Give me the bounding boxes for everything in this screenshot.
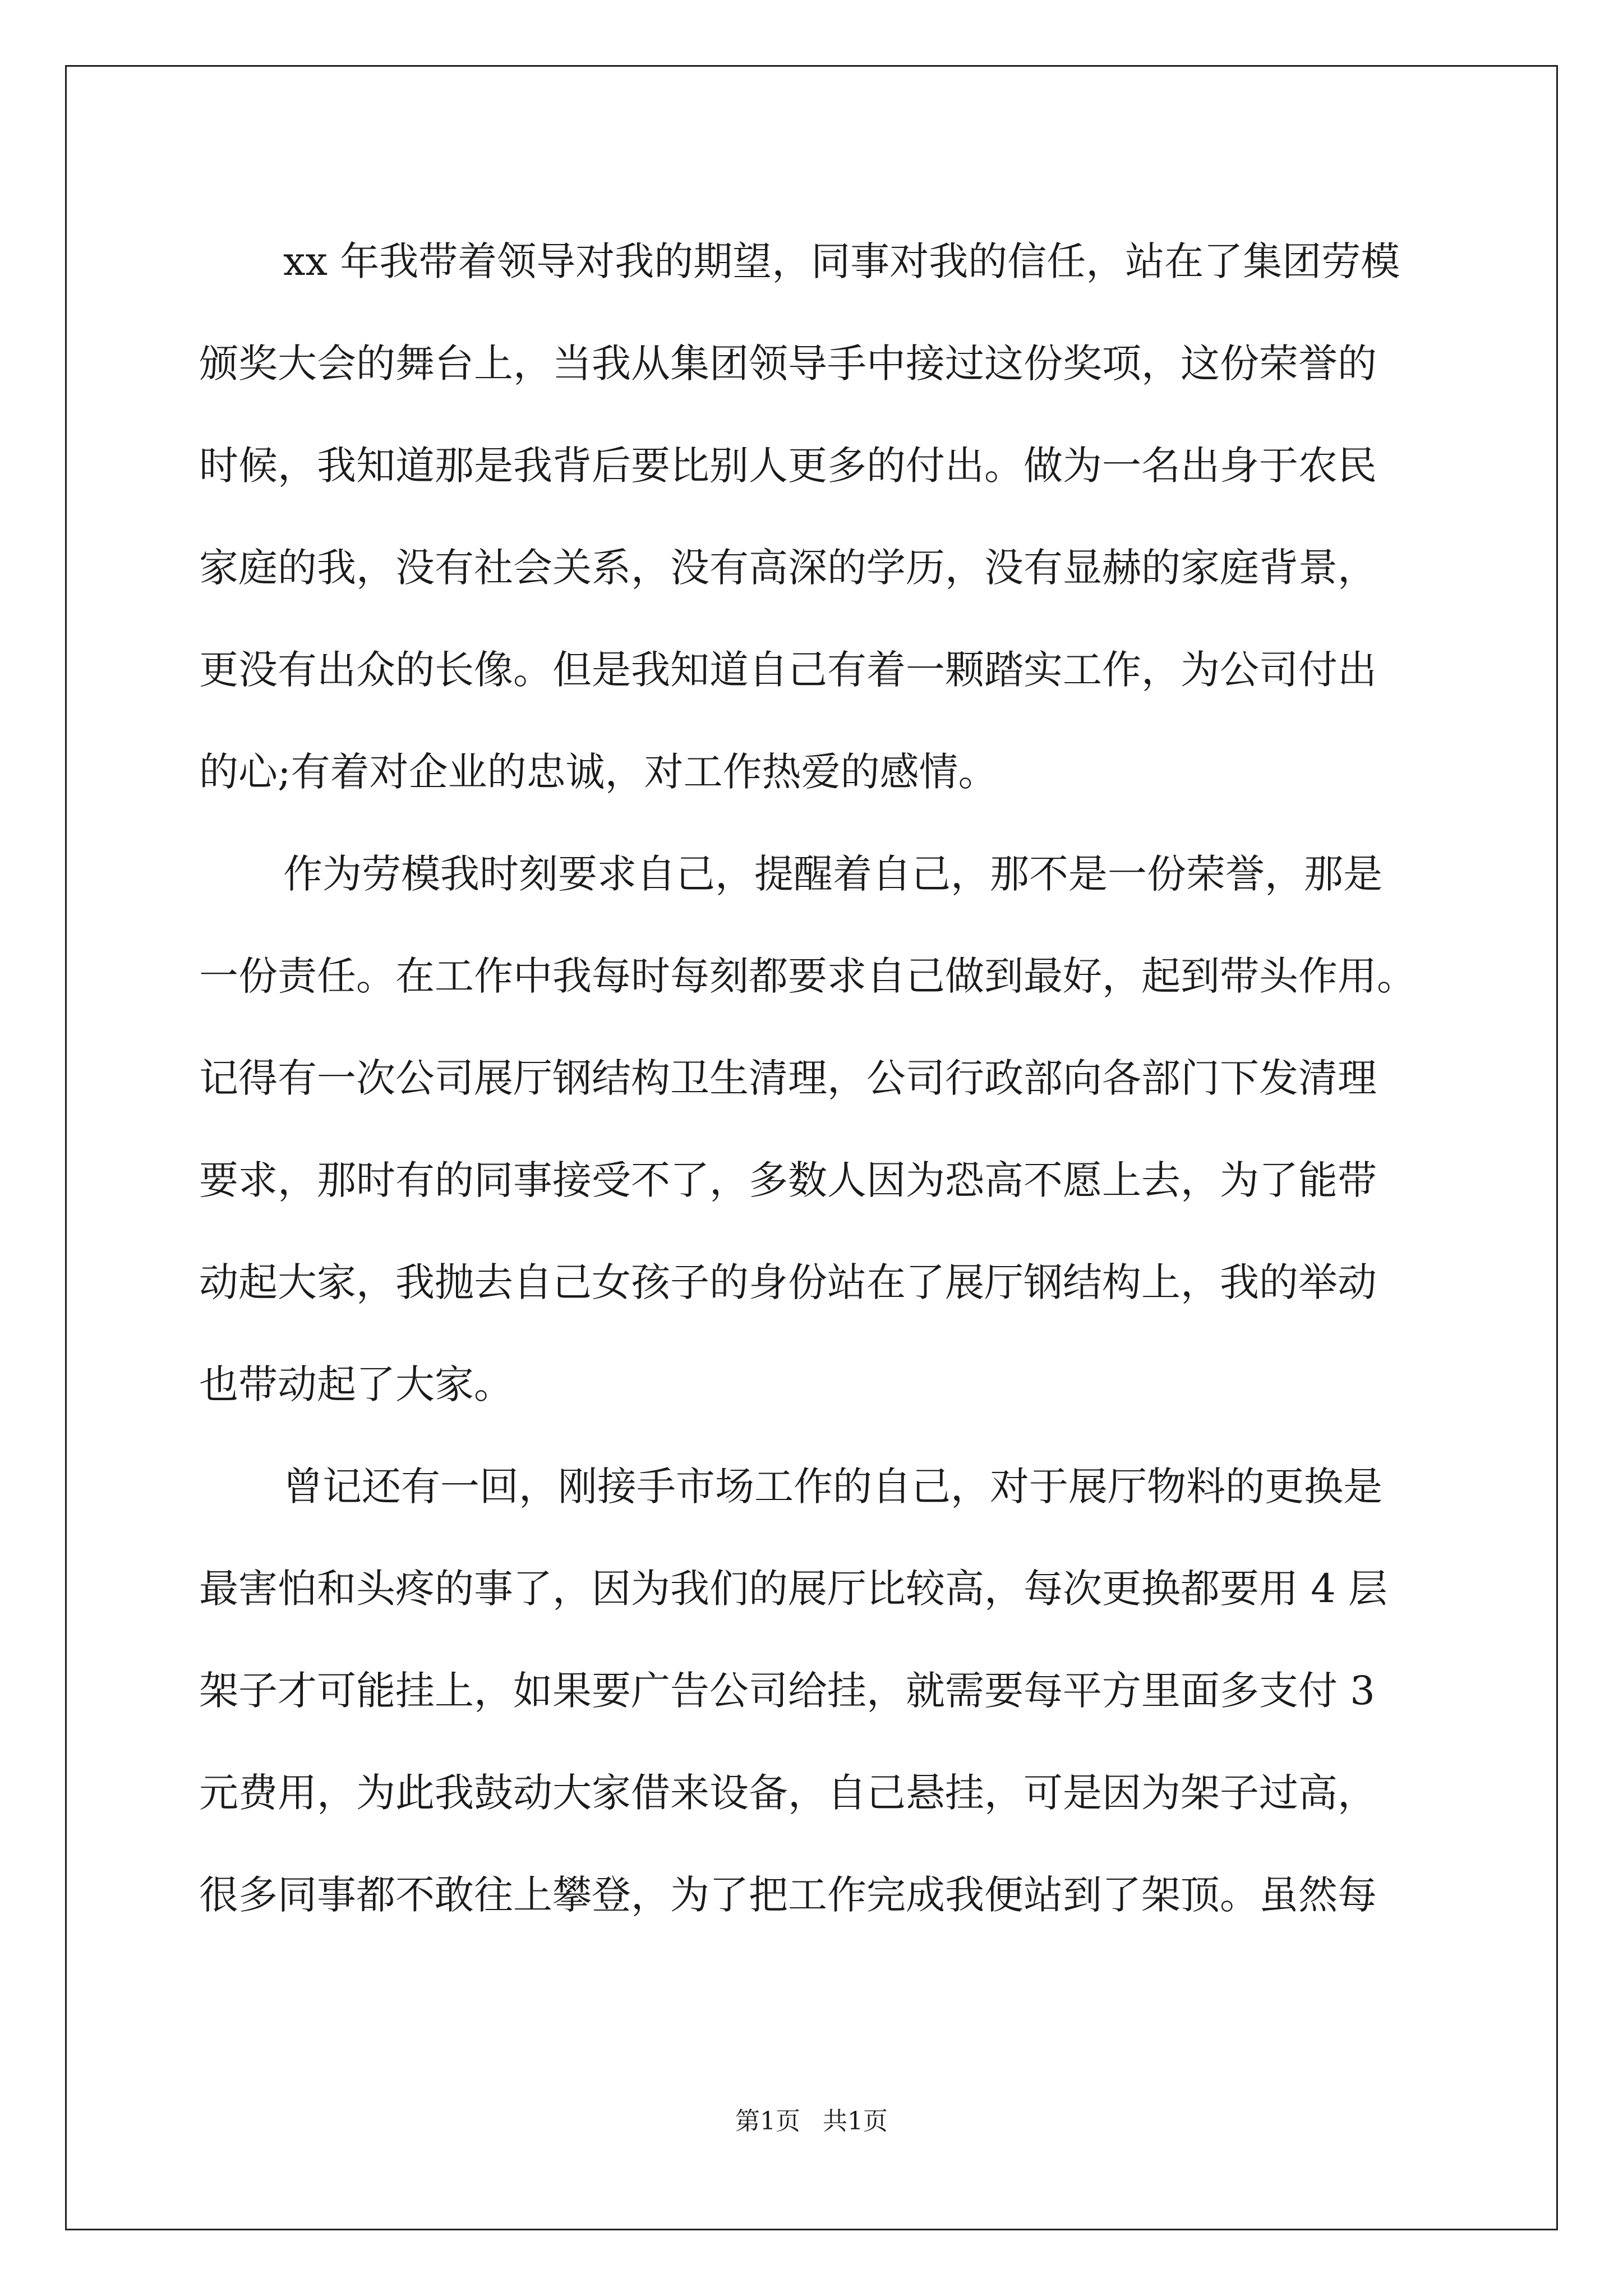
- text-line: 最害怕和头疼的事了，因为我们的展厅比较高，每次更换都要用 4 层: [199, 1566, 1388, 1612]
- text-line: 动起大家，我抛去自己女孩子的身份站在了展厅钢结构上，我的举动: [199, 1259, 1377, 1305]
- text-line: 更没有出众的长像。但是我知道自己有着一颗踏实工作，为公司付出: [199, 647, 1377, 693]
- text-line: 也带动起了大家。: [199, 1361, 513, 1407]
- text-line: 的心;有着对企业的忠诚，对工作热爱的感情。: [199, 749, 998, 795]
- text-line: 很多同事都不敢往上攀登，为了把工作完成我便站到了架顶。虽然每: [199, 1872, 1377, 1918]
- text-line: 曾记还有一回，刚接手市场工作的自己，对于展厅物料的更换是: [283, 1464, 1382, 1510]
- text-line: 要求，那时有的同事接受不了，多数人因为恐高不愿上去，为了能带: [199, 1157, 1377, 1203]
- text-line: 颁奖大会的舞台上，当我从集团领导手中接过这份奖项，这份荣誉的: [199, 341, 1377, 386]
- text-line: 元费用，为此我鼓动大家借来设备，自己悬挂，可是因为架子过高，: [199, 1770, 1377, 1816]
- page-number-total: 共1页: [823, 2107, 888, 2136]
- page-footer: [0, 2101, 1623, 2137]
- text-line: 记得有一次公司展厅钢结构卫生清理，公司行政部向各部门下发清理: [199, 1055, 1377, 1101]
- text-line: 作为劳模我时刻要求自己，提醒着自己，那不是一份荣誉，那是: [283, 851, 1382, 897]
- text-line: 一份责任。在工作中我每时每刻都要求自己做到最好，起到带头作用。: [199, 953, 1416, 999]
- text-line: 架子才可能挂上，如果要广告公司给挂，就需要每平方里面多支付 3: [199, 1668, 1375, 1714]
- document-body: [199, 210, 1433, 1946]
- text-line: 家庭的我，没有社会关系，没有高深的学历，没有显赫的家庭背景，: [199, 545, 1377, 591]
- text-line: 时候，我知道那是我背后要比别人更多的付出。做为一名出身于农民: [199, 443, 1377, 489]
- page-number-current: 第1页: [735, 2107, 800, 2136]
- text-line: xx 年我带着领导对我的期望，同事对我的信任，站在了集团劳模: [283, 238, 1400, 284]
